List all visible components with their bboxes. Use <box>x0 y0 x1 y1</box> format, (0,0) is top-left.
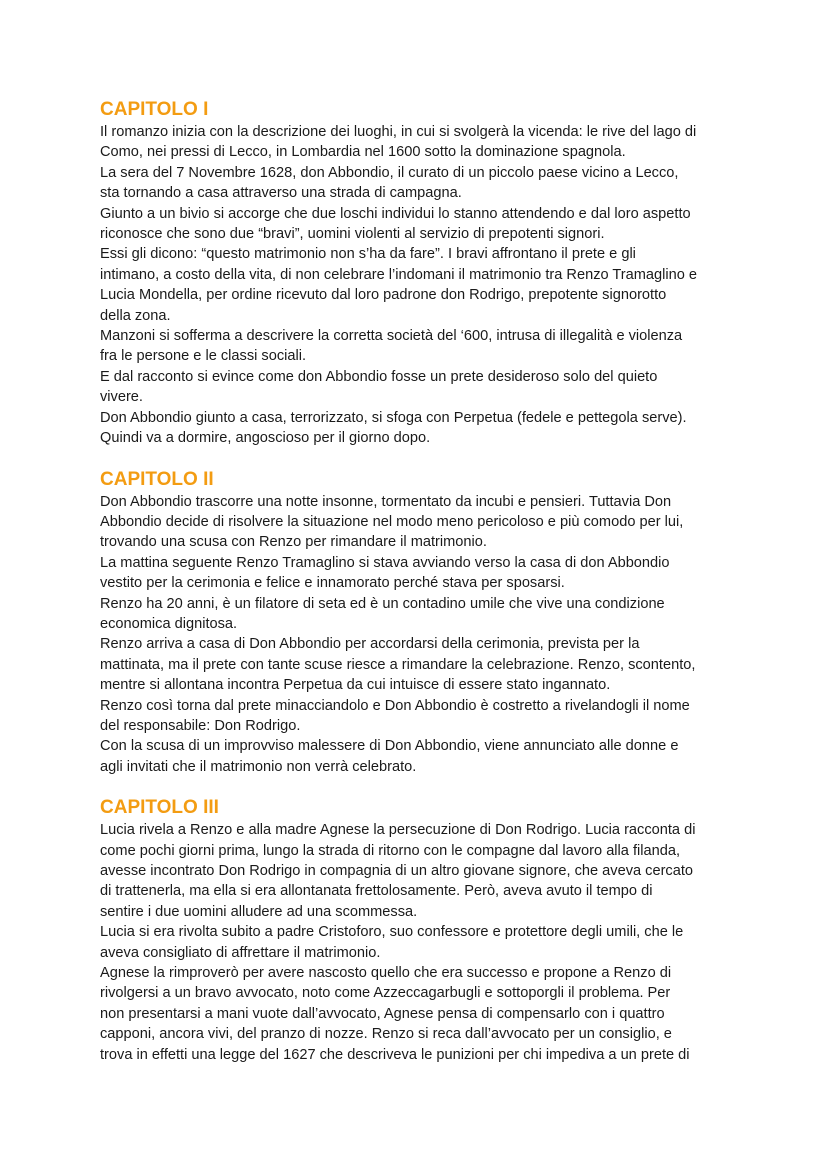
chapter-3 <box>100 797 730 1065</box>
chapter-2 <box>100 469 730 778</box>
text-line: come pochi giorni prima, lungo la strada di ritorno con le compagne dal lavoro alla filanda, <box>100 842 681 859</box>
text-line: Manzoni si sofferma a descrivere la corretta società del ‘600, intrusa di illegalità e violenza <box>100 328 683 345</box>
chapter-body <box>100 820 730 1065</box>
text-line: Don Abbondio giunto a casa, terrorizzato, si sfoga con Perpetua (fedele e pettegola serve). <box>100 409 687 426</box>
text-line: La sera del 7 Novembre 1628, don Abbondio, il curato di un piccolo paese vicino a Lecco, <box>100 164 679 181</box>
text-line: Abbondio decide di risolvere la situazione nel modo meno pericoloso e più comodo per lui, <box>100 513 684 530</box>
chapter-title: CAPITOLO III <box>100 797 219 819</box>
text-line: capponi, ancora vivi, del pranzo di nozze. Renzo si reca dall’avvocato per un consiglio, e <box>100 1026 672 1043</box>
text-line: Don Abbondio trascorre una notte insonne, tormentato da incubi e pensieri. Tuttavia Don <box>100 493 672 510</box>
text-line: E dal racconto si evince come don Abbondio fosse un prete desideroso solo del quieto <box>100 368 658 385</box>
chapter-title: CAPITOLO II <box>100 468 214 490</box>
text-line: non presentarsi a mani vuote dall’avvocato, Agnese pensa di compensarlo con i quattro <box>100 1005 665 1022</box>
text-line: Giunto a un bivio si accorge che due loschi individui lo stanno attendendo e dal loro aspetto <box>100 205 691 222</box>
text-line: avesse incontrato Don Rodrigo in compagnia di un altro giovane signore, che aveva cercato <box>100 863 694 879</box>
chapter-1 <box>100 99 730 449</box>
text-line: trova in effetti una legge del 1627 che descriveva le punizioni per chi impediva a un prete di <box>100 1046 690 1063</box>
text-line: Como, nei pressi di Lecco, in Lombardia nel 1600 sotto la dominazione spagnola. <box>100 144 626 161</box>
text-line: agli invitati che il matrimonio non verrà celebrato. <box>100 758 417 775</box>
chapter-body <box>100 492 730 778</box>
text-line: vestito per la cerimonia e felice e innamorato perché stava per sposarsi. <box>100 575 565 592</box>
text-line: rivolgersi a un bravo avvocato, noto come Azzeccagarbugli e sottoporgli il problema. Per <box>100 985 671 1002</box>
text-line: Il romanzo inizia con la descrizione dei luoghi, in cui si svolgerà la vicenda: le rive del lago di <box>100 124 697 140</box>
text-line: del responsabile: Don Rodrigo. <box>100 717 301 734</box>
chapter-body <box>100 122 730 449</box>
document-page <box>100 99 730 1085</box>
text-line: sta tornando a casa attraverso una strada di campagna. <box>100 185 462 202</box>
text-line: economica dignitosa. <box>100 615 238 632</box>
text-line: di trattenerla, ma ella si era allontanata frettolosamente. Però, aveva avuto il tempo di <box>100 883 653 900</box>
text-line: vivere. <box>100 389 143 406</box>
text-line: Quindi va a dormire, angoscioso per il giorno dopo. <box>100 430 431 447</box>
text-line: aveva consigliato di affrettare il matrimonio. <box>100 944 381 961</box>
text-line: Lucia Mondella, per ordine ricevuto dal loro padrone don Rodrigo, prepotente signorotto <box>100 287 667 304</box>
text-line: Renzo arriva a casa di Don Abbondio per accordarsi della cerimonia, prevista per la <box>100 636 640 653</box>
text-line: trovando una scusa con Renzo per rimandare il matrimonio. <box>100 534 487 551</box>
text-line: mentre si allontana incontra Perpetua da cui intuisce di essere stato ingannato. <box>100 677 611 694</box>
text-line: Con la scusa di un improvviso malessere di Don Abbondio, viene annunciato alle donne e <box>100 738 679 755</box>
text-line: Essi gli dicono: “questo matrimonio non s’ha da fare”. I bravi affrontano il prete e gli <box>100 246 636 263</box>
chapter-title: CAPITOLO I <box>100 99 209 120</box>
text-line: La mattina seguente Renzo Tramaglino si stava avviando verso la casa di don Abbondio <box>100 554 670 571</box>
text-line: Renzo così torna dal prete minacciandolo e Don Abbondio è costretto a rivelandogli il nome <box>100 697 690 714</box>
text-line: sentire i due uomini alludere ad una scommessa. <box>100 903 418 920</box>
text-line: Agnese la rimproverò per avere nascosto quello che era successo e propone a Renzo di <box>100 965 672 982</box>
text-line: Lucia si era rivolta subito a padre Cristoforo, suo confessore e protettore degli umili, che le <box>100 924 684 941</box>
text-line: fra le persone e le classi sociali. <box>100 348 307 365</box>
text-line: riconosce che sono due “bravi”, uomini violenti al servizio di prepotenti signori. <box>100 226 605 243</box>
text-line: intimano, a costo della vita, di non celebrare l’indomani il matrimonio tra Renzo Tramaglino e <box>100 266 698 283</box>
text-line: Lucia rivela a Renzo e alla madre Agnese la persecuzione di Don Rodrigo. Lucia racconta di <box>100 822 696 839</box>
text-line: Renzo ha 20 anni, è un filatore di seta ed è un contadino umile che vive una condizione <box>100 595 665 612</box>
text-line: della zona. <box>100 307 171 324</box>
text-line: mattinata, ma il prete con tante scuse riesce a rimandare la celebrazione. Renzo, scontento, <box>100 656 696 673</box>
